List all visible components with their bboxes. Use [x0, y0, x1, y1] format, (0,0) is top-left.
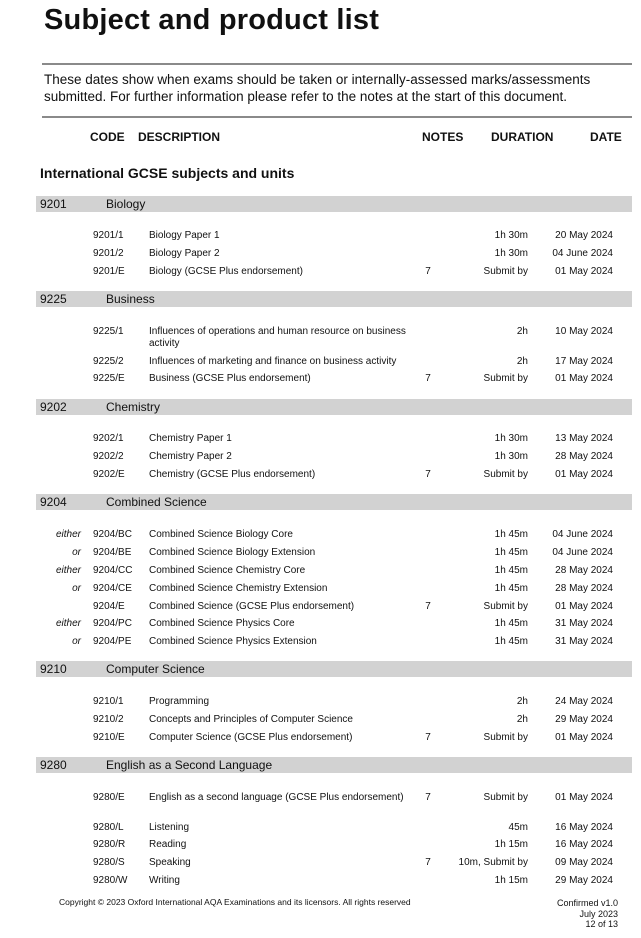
- unit-date: 01 May 2024: [555, 601, 613, 612]
- unit-date: 16 May 2024: [555, 839, 613, 850]
- unit-duration: 1h 45m: [494, 565, 528, 576]
- subject-name: Biology: [106, 197, 146, 211]
- unit-code: 9210/E: [93, 732, 125, 743]
- unit-date: 13 May 2024: [555, 433, 613, 444]
- unit-date: 31 May 2024: [555, 618, 613, 629]
- unit-date: 28 May 2024: [555, 451, 613, 462]
- unit-code: 9201/E: [93, 266, 125, 277]
- unit-description: Computer Science (GCSE Plus endorsement): [149, 732, 353, 743]
- unit-description: Combined Science Physics Core: [149, 618, 295, 629]
- unit-date: 04 June 2024: [552, 248, 613, 259]
- unit-description: Chemistry Paper 2: [149, 451, 232, 462]
- subject-header: [36, 757, 632, 773]
- unit-duration: 1h 15m: [494, 839, 528, 850]
- unit-notes: 7: [425, 266, 431, 277]
- unit-code: 9225/2: [93, 356, 124, 367]
- unit-date: 17 May 2024: [555, 356, 613, 367]
- unit-code: 9280/E: [93, 792, 125, 803]
- unit-description: Influences of marketing and finance on business activity: [149, 356, 397, 367]
- unit-duration: Submit by: [483, 792, 528, 803]
- unit-code: 9201/1: [93, 230, 124, 241]
- subject-name: Combined Science: [106, 495, 207, 509]
- footer-date: July 2023: [579, 908, 618, 919]
- unit-duration: 2h: [516, 714, 528, 725]
- unit-code: 9202/2: [93, 451, 124, 462]
- unit-description: Influences of operations and human resource on business activity: [149, 326, 406, 349]
- unit-duration: Submit by: [483, 373, 528, 384]
- unit-duration: Submit by: [483, 266, 528, 277]
- footer-status: Confirmed v1.0: [556, 898, 618, 908]
- subject-name: Chemistry: [106, 400, 161, 414]
- unit-code: 9204/PC: [93, 618, 132, 629]
- subject-header: [36, 494, 632, 510]
- unit-notes: 7: [425, 469, 431, 480]
- column-header-date: DATE: [590, 130, 622, 144]
- subject-code: 9225: [40, 292, 67, 306]
- unit-description: Combined Science (GCSE Plus endorsement): [149, 601, 355, 612]
- unit-code: 9280/L: [93, 822, 124, 833]
- unit-code: 9280/W: [93, 875, 128, 886]
- unit-code: 9280/S: [93, 857, 125, 868]
- unit-duration: 1h 45m: [494, 636, 528, 647]
- unit-notes: 7: [425, 601, 431, 612]
- top-rule: [42, 63, 632, 65]
- unit-duration: 1h 30m: [494, 451, 528, 462]
- unit-duration: 45m: [508, 822, 528, 833]
- unit-duration: 1h 30m: [494, 248, 528, 259]
- unit-date: 01 May 2024: [555, 373, 613, 384]
- unit-description: Combined Science Biology Core: [149, 529, 293, 540]
- subject-code: 9201: [40, 197, 67, 211]
- unit-description: Concepts and Principles of Computer Science: [149, 714, 353, 725]
- unit-code: 9202/1: [93, 433, 124, 444]
- unit-duration: Submit by: [483, 732, 528, 743]
- unit-description: Listening: [149, 822, 190, 833]
- unit-date: 16 May 2024: [555, 822, 613, 833]
- unit-notes: 7: [425, 732, 431, 743]
- unit-qualifier: or: [72, 636, 81, 647]
- unit-code: 9202/E: [93, 469, 125, 480]
- unit-description: Combined Science Chemistry Core: [149, 565, 306, 576]
- unit-date: 28 May 2024: [555, 565, 613, 576]
- unit-duration: 2h: [516, 326, 528, 337]
- intro-bottom-rule: [42, 116, 632, 118]
- footer-page-number: 12 of 13: [585, 919, 618, 929]
- subject-code: 9202: [40, 400, 67, 414]
- section-title: International GCSE subjects and units: [40, 165, 295, 181]
- unit-code: 9204/PE: [93, 636, 132, 647]
- subject-code: 9210: [40, 662, 67, 676]
- unit-date: 04 June 2024: [552, 547, 613, 558]
- unit-description: Speaking: [149, 857, 191, 868]
- unit-duration: Submit by: [483, 469, 528, 480]
- unit-date: 01 May 2024: [555, 266, 613, 277]
- unit-date: 01 May 2024: [555, 469, 613, 480]
- unit-code: 9204/E: [93, 601, 125, 612]
- unit-description: Chemistry (GCSE Plus endorsement): [149, 469, 316, 480]
- unit-qualifier: either: [55, 565, 81, 576]
- unit-duration: 2h: [516, 696, 528, 707]
- unit-notes: 7: [425, 857, 431, 868]
- unit-code: 9210/2: [93, 714, 124, 725]
- unit-description: Biology (GCSE Plus endorsement): [149, 266, 303, 277]
- unit-duration: 1h 30m: [494, 433, 528, 444]
- unit-qualifier: or: [72, 583, 81, 594]
- unit-date: 20 May 2024: [555, 230, 613, 241]
- column-header-code: CODE: [90, 130, 125, 144]
- unit-date: 29 May 2024: [555, 875, 613, 886]
- unit-code: 9201/2: [93, 248, 124, 259]
- subject-header: [36, 661, 632, 677]
- unit-code: 9204/BE: [93, 547, 132, 558]
- unit-qualifier: or: [72, 547, 81, 558]
- unit-code: 9204/CC: [93, 565, 133, 576]
- unit-description: Chemistry Paper 1: [149, 433, 232, 444]
- unit-code: 9210/1: [93, 696, 124, 707]
- unit-duration: Submit by: [483, 601, 528, 612]
- unit-notes: 7: [425, 373, 431, 384]
- column-header-duration: DURATION: [491, 130, 554, 144]
- unit-duration: 1h 45m: [494, 547, 528, 558]
- subject-name: Computer Science: [106, 662, 205, 676]
- unit-code: 9225/E: [93, 373, 125, 384]
- unit-duration: 1h 45m: [494, 618, 528, 629]
- unit-description: Biology Paper 2: [149, 248, 220, 259]
- subject-header: [36, 196, 632, 212]
- unit-description: Reading: [149, 839, 187, 850]
- footer-copyright: Copyright © 2023 Oxford International AQA Examinations and its licensors. All rights reserved: [59, 897, 411, 907]
- unit-code: 9204/CE: [93, 583, 132, 594]
- unit-description: Writing: [149, 875, 180, 886]
- unit-date: 29 May 2024: [555, 714, 613, 725]
- subject-header: [36, 399, 632, 415]
- unit-date: 10 May 2024: [555, 326, 613, 337]
- subject-name: English as a Second Language: [106, 758, 273, 772]
- unit-description: Business (GCSE Plus endorsement): [149, 373, 311, 384]
- unit-date: 31 May 2024: [555, 636, 613, 647]
- column-header-notes: NOTES: [422, 130, 464, 144]
- unit-description: Programming: [149, 696, 210, 707]
- unit-duration: 1h 45m: [494, 529, 528, 540]
- subject-header: [36, 291, 632, 307]
- intro-text: These dates show when exams should be taken or internally-assessed marks/assessments submitted. For further information please refer to the notes at the start of this document.: [44, 72, 591, 104]
- unit-description: Combined Science Chemistry Extension: [149, 583, 328, 594]
- unit-notes: 7: [425, 792, 431, 803]
- unit-description: Biology Paper 1: [149, 230, 220, 241]
- unit-duration: 2h: [516, 356, 528, 367]
- column-header-description: DESCRIPTION: [138, 130, 221, 144]
- subject-code: 9280: [40, 758, 67, 772]
- subject-name: Business: [106, 292, 155, 306]
- unit-code: 9280/R: [93, 839, 126, 850]
- unit-description: Combined Science Physics Extension: [149, 636, 317, 647]
- footer-info: [540, 898, 618, 930]
- unit-date: 24 May 2024: [555, 696, 613, 707]
- unit-code: 9204/BC: [93, 529, 132, 540]
- unit-date: 04 June 2024: [552, 529, 613, 540]
- page-title: Subject and product list: [44, 4, 380, 36]
- unit-date: 01 May 2024: [555, 732, 613, 743]
- unit-duration: 1h 15m: [494, 875, 528, 886]
- unit-date: 09 May 2024: [555, 857, 613, 868]
- subject-code: 9204: [40, 495, 67, 509]
- unit-duration: 1h 45m: [494, 583, 528, 594]
- unit-date: 28 May 2024: [555, 583, 613, 594]
- unit-duration: 1h 30m: [494, 230, 528, 241]
- unit-code: 9225/1: [93, 326, 124, 337]
- unit-qualifier: either: [55, 618, 81, 629]
- unit-qualifier: either: [55, 529, 81, 540]
- unit-date: 01 May 2024: [555, 792, 613, 803]
- unit-description: English as a second language (GCSE Plus endorsement): [149, 792, 404, 803]
- unit-description: Combined Science Biology Extension: [149, 547, 316, 558]
- unit-duration: 10m, Submit by: [458, 857, 528, 868]
